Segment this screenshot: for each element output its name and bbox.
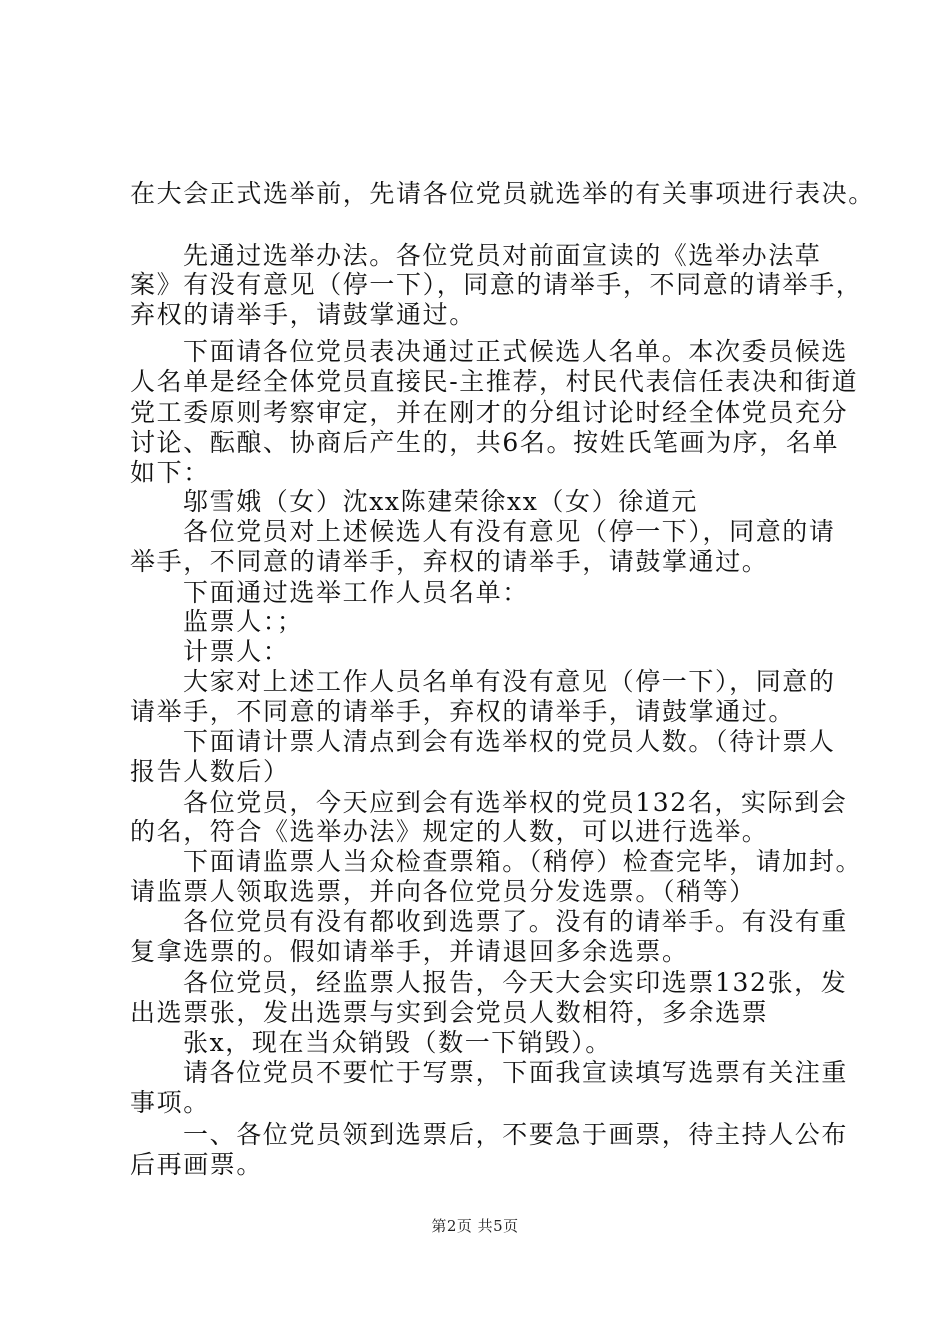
paragraph-line: 各位党员，经监票人报告，今天大会实印选票132张，发 — [183, 968, 848, 997]
paragraph-line: 党工委原则考察审定，并在刚才的分组讨论时经全体党员充分 — [130, 398, 849, 427]
paragraph-line: 复拿选票的。假如请举手，并请退回多余选票。 — [130, 937, 689, 966]
paragraph-line: 一、各位党员领到选票后，不要急于画票，待主持人公布 — [183, 1120, 849, 1149]
paragraph-line: 先通过选举办法。各位党员对前面宣读的《选举办法草 — [183, 241, 822, 270]
paragraph-line: 出选票张，发出选票与实到会党员人数相符，多余选票 — [130, 998, 769, 1027]
page-number-footer: 第2页 共5页 — [431, 1217, 519, 1235]
paragraph-line: 请各位党员不要忙于写票，下面我宣读填写选票有关注重 — [183, 1058, 849, 1087]
paragraph-line: 请举手，不同意的请举手，弃权的请举手，请鼓掌通过。 — [130, 697, 796, 726]
candidate-list-line: 邬雪娥（女）沈xx陈建荣徐xx（女）徐道元 — [183, 487, 698, 516]
paragraph-line: 的名，符合《选举办法》规定的人数，可以进行选举。 — [130, 817, 769, 846]
paragraph-line: 各位党员对上述候选人有没有意见（停一下），同意的请 — [183, 517, 836, 546]
paragraph-line: 人名单是经全体党员直接民-主推荐，村民代表信任表决和街道 — [130, 367, 859, 396]
paragraph-line: 请监票人领取选票，并向各位党员分发选票。（稍等） — [130, 877, 756, 906]
paragraph-line: 举手，不同意的请举手，弃权的请举手，请鼓掌通过。 — [130, 547, 769, 576]
paragraph-line: 计票人： — [183, 637, 290, 666]
paragraph-line: 各位党员，今天应到会有选举权的党员132名，实际到会 — [183, 788, 848, 817]
paragraph-line: 后再画票。 — [130, 1150, 264, 1179]
paragraph-line: 各位党员有没有都收到选票了。没有的请举手。有没有重 — [183, 907, 849, 936]
paragraph-line: 事项。 — [130, 1088, 210, 1117]
paragraph-line: 报告人数后） — [130, 757, 290, 786]
paragraph-line: 案》有没有意见（停一下），同意的请举手，不同意的请举手， — [130, 270, 863, 299]
paragraph-line: 讨论、酝酿、协商后产生的，共6名。按姓氏笔画为序，名单 — [130, 428, 840, 457]
paragraph-line: 张x，现在当众销毁（数一下销毁）。 — [183, 1028, 612, 1057]
paragraph-line: 大家对上述工作人员名单有没有意见（停一下），同意的 — [183, 667, 836, 696]
paragraph-line: 弃权的请举手，请鼓掌通过。 — [130, 300, 476, 329]
paragraph-line: 下面请各位党员表决通过正式候选人名单。本次委员候选 — [183, 337, 849, 366]
paragraph-line: 下面通过选举工作人员名单： — [183, 578, 529, 607]
paragraph-line: 如下： — [130, 458, 210, 487]
paragraph-line: 监票人：； — [183, 607, 304, 636]
paragraph-line: 下面请监票人当众检查票箱。（稍停）检查完毕，请加封。 — [183, 847, 863, 876]
paragraph-line: 下面请计票人清点到会有选举权的党员人数。（待计票人 — [183, 727, 836, 756]
paragraph-line: 在大会正式选举前，先请各位党员就选举的有关事项进行表决。 — [130, 179, 875, 208]
